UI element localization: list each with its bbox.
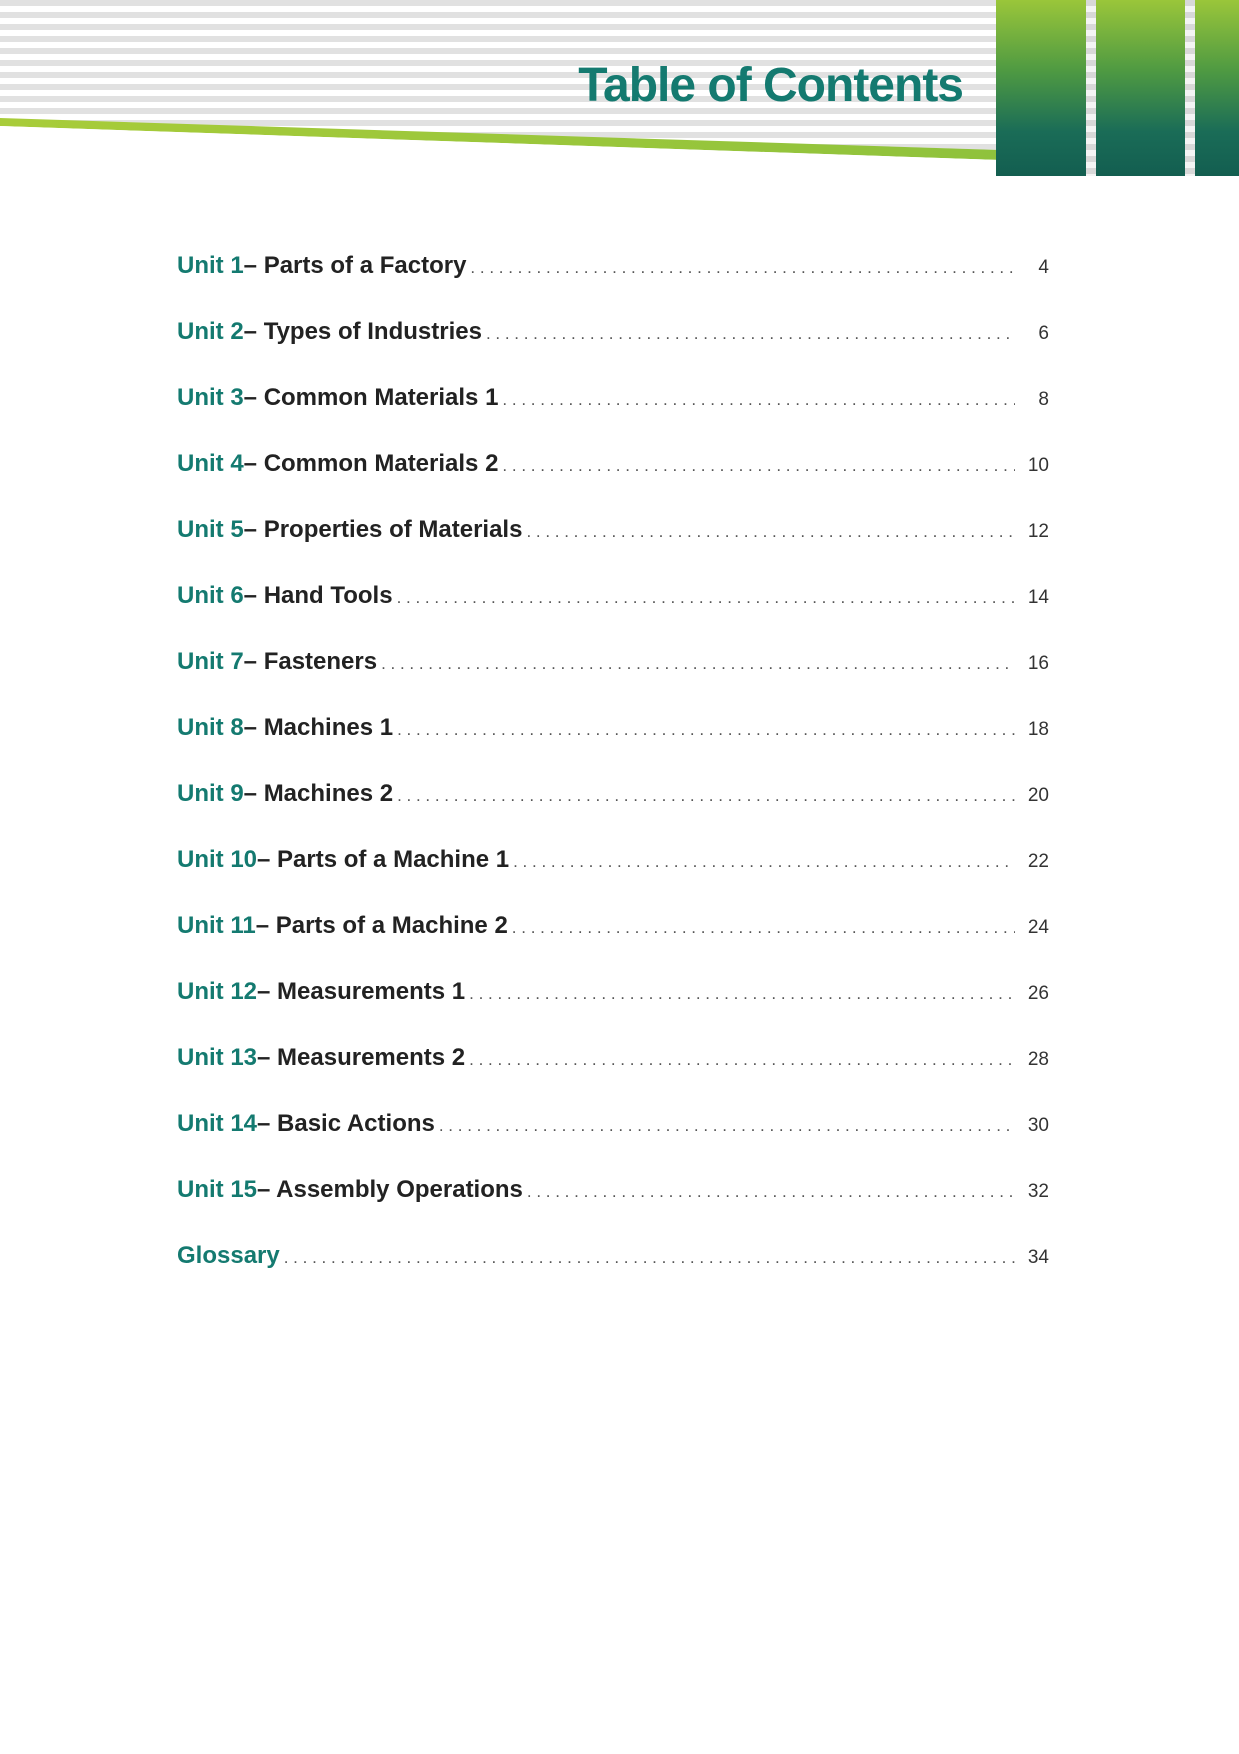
toc-entry-label: Unit 11	[177, 912, 256, 939]
toc-dot-leader	[512, 918, 1015, 938]
toc-entry-page: 4	[1038, 257, 1049, 278]
toc-entry-title: – Machines 2	[243, 780, 394, 807]
toc-entry-page: 10	[1027, 455, 1049, 476]
toc-entry-label: Unit 5	[177, 516, 244, 543]
toc-entry-title: – Hand Tools	[243, 582, 393, 609]
toc-entry-label: Unit 12	[177, 978, 258, 1005]
toc-entry-page: 22	[1027, 851, 1049, 872]
toc-entry-title: – Measurements 1	[257, 978, 466, 1005]
toc-dot-leader	[284, 1248, 1015, 1268]
toc-entry-unit-7[interactable]	[177, 648, 1049, 714]
toc-entry-page: 14	[1027, 587, 1049, 608]
toc-entry-label: Unit 10	[177, 846, 258, 873]
toc-entry-page: 32	[1027, 1181, 1049, 1202]
toc-entry-label: Unit 14	[177, 1110, 258, 1137]
toc-entry-label: Unit 6	[177, 582, 244, 609]
toc-entry-page: 12	[1027, 521, 1049, 542]
toc-entry-unit-3[interactable]	[177, 384, 1049, 450]
toc-entry-page: 24	[1027, 917, 1049, 938]
toc-entry-unit-11[interactable]	[177, 912, 1049, 978]
toc-dot-leader	[469, 984, 1015, 1004]
toc-entry-title: – Basic Actions	[257, 1110, 435, 1137]
toc-entry-label: Unit 15	[177, 1176, 258, 1203]
toc-entry-label: Unit 7	[177, 648, 244, 675]
header-bar-gap	[1086, 0, 1096, 176]
table-of-contents	[177, 252, 1049, 1308]
toc-entry-label: Unit 3	[177, 384, 244, 411]
toc-entry-label: Unit 4	[177, 450, 244, 477]
toc-dot-leader	[397, 786, 1015, 806]
toc-entry-label: Unit 13	[177, 1044, 258, 1071]
header-green-bars	[996, 0, 1239, 176]
toc-entry-page: 18	[1027, 719, 1049, 740]
toc-entry-label: Unit 1	[177, 252, 244, 279]
page-title: Table of Contents	[578, 59, 963, 112]
toc-entry-title: – Assembly Operations	[257, 1176, 523, 1203]
toc-entry-page: 28	[1027, 1049, 1049, 1070]
header-bar	[996, 0, 1086, 176]
toc-entry-unit-15[interactable]	[177, 1176, 1049, 1242]
toc-dot-leader	[526, 522, 1015, 542]
toc-entry-unit-4[interactable]	[177, 450, 1049, 516]
toc-dot-leader	[381, 654, 1015, 674]
toc-entry-page: 26	[1027, 983, 1049, 1004]
toc-entry-label: Unit 9	[177, 780, 244, 807]
toc-entry-title: – Parts of a Machine 2	[255, 912, 508, 939]
toc-dot-leader	[470, 258, 1015, 278]
toc-dot-leader	[527, 1182, 1015, 1202]
toc-dot-leader	[486, 324, 1015, 344]
toc-dot-leader	[502, 456, 1015, 476]
toc-entry-unit-9[interactable]	[177, 780, 1049, 846]
header-bar-gap	[1185, 0, 1195, 176]
toc-entry-title: – Parts of a Machine 1	[257, 846, 510, 873]
toc-dot-leader	[397, 720, 1015, 740]
toc-entry-unit-6[interactable]	[177, 582, 1049, 648]
toc-entry-unit-1[interactable]	[177, 252, 1049, 318]
toc-entry-glossary[interactable]	[177, 1242, 1049, 1308]
toc-entry-unit-12[interactable]	[177, 978, 1049, 1044]
toc-entry-title: – Parts of a Factory	[243, 252, 467, 279]
toc-entry-title: – Fasteners	[243, 648, 378, 675]
toc-entry-page: 20	[1027, 785, 1049, 806]
toc-entry-title: – Properties of Materials	[243, 516, 523, 543]
toc-entry-unit-13[interactable]	[177, 1044, 1049, 1110]
toc-entry-title: – Measurements 2	[257, 1044, 466, 1071]
toc-entry-unit-8[interactable]	[177, 714, 1049, 780]
toc-entry-unit-5[interactable]	[177, 516, 1049, 582]
toc-entry-title: – Common Materials 2	[243, 450, 499, 477]
toc-dot-leader	[502, 390, 1015, 410]
toc-dot-leader	[469, 1050, 1015, 1070]
toc-entry-page: 34	[1027, 1247, 1049, 1268]
toc-entry-label: Glossary	[177, 1242, 280, 1269]
header-bar	[1096, 0, 1185, 176]
toc-entry-page: 8	[1038, 389, 1049, 410]
toc-entry-unit-14[interactable]	[177, 1110, 1049, 1176]
toc-dot-leader	[439, 1116, 1015, 1136]
toc-dot-leader	[397, 588, 1015, 608]
toc-entry-page: 16	[1027, 653, 1049, 674]
toc-entry-title: – Types of Industries	[243, 318, 482, 345]
toc-entry-unit-2[interactable]	[177, 318, 1049, 384]
toc-entry-label: Unit 8	[177, 714, 244, 741]
toc-entry-unit-10[interactable]	[177, 846, 1049, 912]
toc-dot-leader	[513, 852, 1015, 872]
toc-entry-page: 30	[1027, 1115, 1049, 1136]
toc-entry-title: – Common Materials 1	[243, 384, 499, 411]
toc-entry-page: 6	[1038, 323, 1049, 344]
header-bar	[1195, 0, 1239, 176]
toc-entry-label: Unit 2	[177, 318, 244, 345]
toc-entry-title: – Machines 1	[243, 714, 394, 741]
